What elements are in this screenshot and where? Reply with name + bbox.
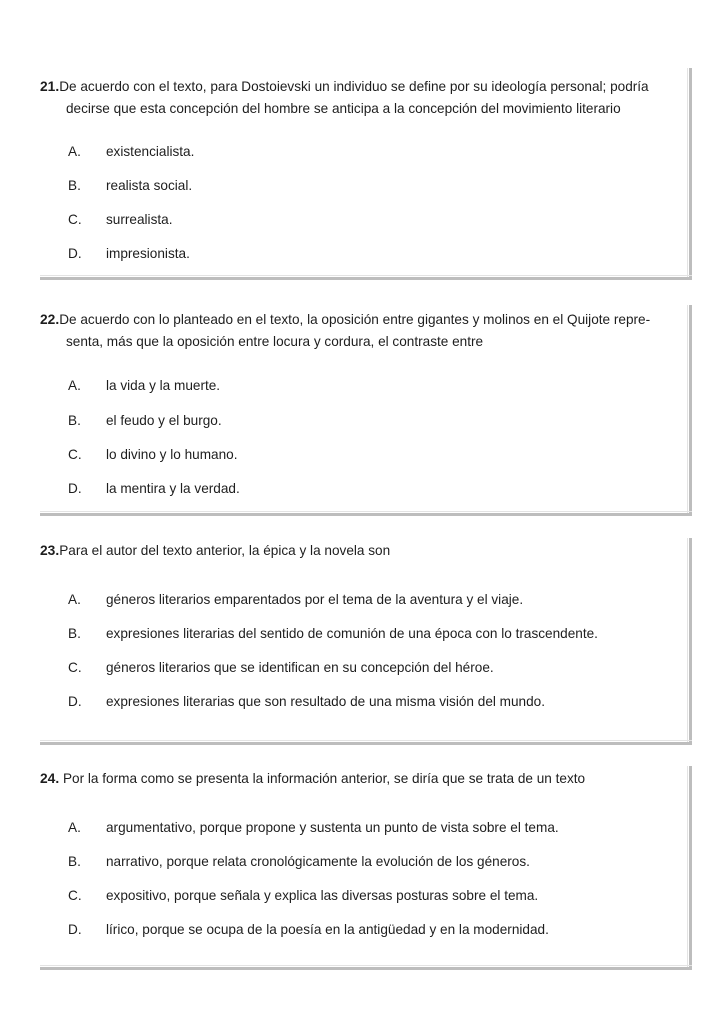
frame-right-border [689, 68, 692, 280]
frame-bottom-border [40, 277, 692, 280]
option-letter: B. [68, 413, 81, 428]
question-22 [40, 305, 692, 516]
stem-line-1: Por la forma como se presenta la información anterior, se diría que se trata de un texto [59, 771, 586, 786]
frame-right-border [689, 766, 692, 970]
option-letter: B. [68, 178, 81, 193]
question-number: 22. [40, 312, 60, 327]
frame-bottom-border [40, 513, 692, 516]
option-text: existencialista. [106, 144, 195, 159]
question-stem [40, 540, 684, 562]
option-text: el feudo y el burgo. [106, 413, 222, 428]
stem-line-1: De acuerdo con el texto, para Dostoievski un individuo se define por su ideología personal; podría [59, 79, 649, 94]
option-letter: C. [68, 660, 82, 675]
frame-right-border [689, 305, 692, 516]
option-text: impresionista. [106, 246, 190, 261]
question-number: 23. [40, 543, 60, 558]
option-letter: A. [68, 144, 81, 159]
option-text: lo divino y lo humano. [106, 447, 238, 462]
stem-line-1: Para el autor del texto anterior, la épica y la novela son [59, 543, 391, 558]
question-number: 21. [40, 79, 60, 94]
option-letter: A. [68, 592, 81, 607]
stem-line-1: De acuerdo con lo planteado en el texto, la oposición entre gigantes y molinos en el Quijote repre- [59, 312, 651, 327]
question-stem [40, 76, 684, 120]
option-letter: A. [68, 820, 81, 835]
option-text: expresiones literarias del sentido de comunión de una época con lo trascendente. [106, 626, 598, 641]
option-text: géneros literarios emparentados por el tema de la aventura y el viaje. [106, 592, 524, 607]
question-24 [40, 766, 692, 970]
option-letter: D. [68, 922, 82, 937]
stem-line-2: senta, más que la oposición entre locura y cordura, el contraste entre [66, 334, 484, 349]
option-text: surrealista. [106, 212, 173, 227]
option-text: lírico, porque se ocupa de la poesía en la antigüedad y en la modernidad. [106, 922, 549, 937]
option-letter: C. [68, 447, 82, 462]
option-letter: D. [68, 246, 82, 261]
frame-right-border [689, 538, 692, 745]
frame-bottom-border [40, 742, 692, 745]
option-text: géneros literarios que se identifican en su concepción del héroe. [106, 660, 494, 675]
option-text: la vida y la muerte. [106, 378, 221, 393]
option-letter: B. [68, 854, 81, 869]
option-text: la mentira y la verdad. [106, 481, 240, 496]
option-letter: A. [68, 378, 81, 393]
option-letter: C. [68, 888, 82, 903]
option-text: expositivo, porque señala y explica las diversas posturas sobre el tema. [106, 888, 539, 903]
question-number: 24. [40, 771, 60, 786]
option-text: realista social. [106, 178, 193, 193]
option-text: argumentativo, porque propone y sustenta un punto de vista sobre el tema. [106, 820, 559, 835]
option-letter: D. [68, 481, 82, 496]
question-stem [40, 309, 684, 353]
question-23 [40, 538, 692, 745]
question-21 [40, 68, 692, 280]
option-letter: C. [68, 212, 82, 227]
option-letter: B. [68, 626, 81, 641]
stem-line-2: decirse que esta concepción del hombre se anticipa a la concepción del movimiento literario [66, 101, 621, 116]
option-letter: D. [68, 694, 82, 709]
option-text: expresiones literarias que son resultado de una misma visión del mundo. [106, 694, 546, 709]
option-text: narrativo, porque relata cronológicamente la evolución de los géneros. [106, 854, 530, 869]
question-stem [40, 768, 684, 790]
frame-bottom-border [40, 967, 692, 970]
